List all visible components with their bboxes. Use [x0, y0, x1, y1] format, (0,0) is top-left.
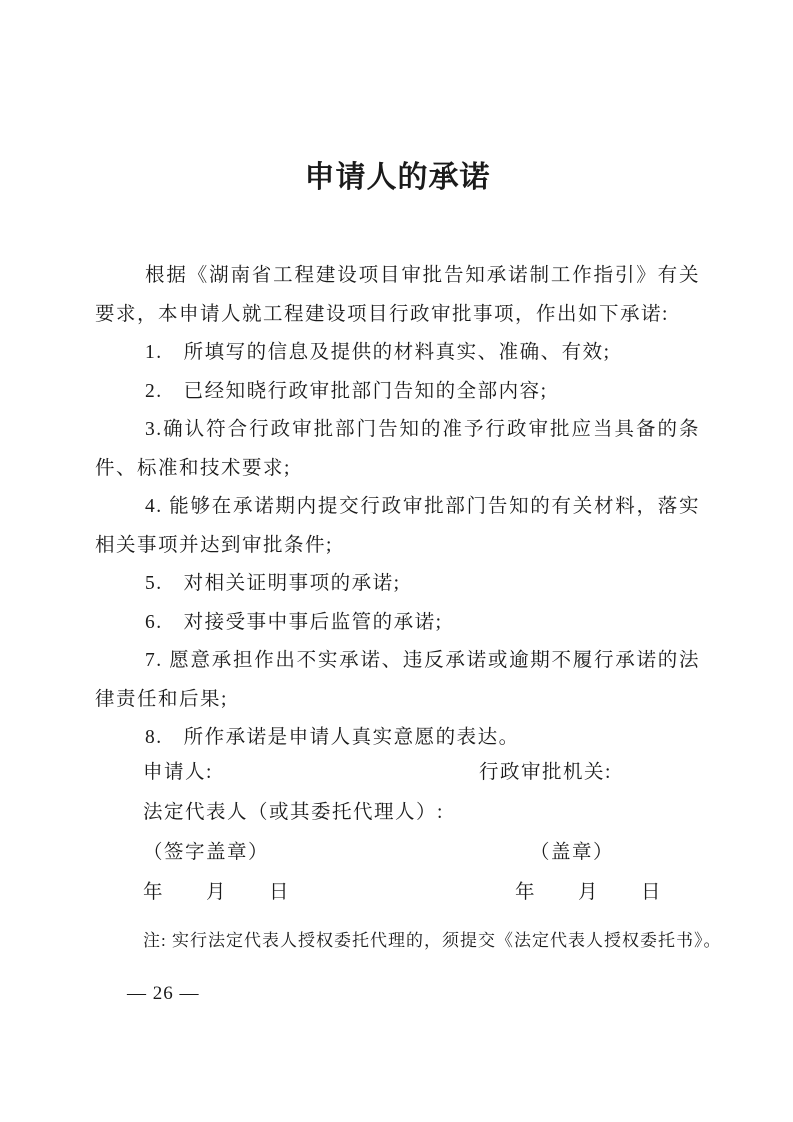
page-title: 申请人的承诺 — [304, 161, 491, 194]
commitment-item: 8. 所作承诺是申请人真实意愿的表达。 — [145, 727, 520, 748]
footnote: 注: 实行法定代表人授权委托代理的，须提交《法定代表人授权委托书》。 — [143, 931, 722, 950]
signature-section — [95, 753, 700, 913]
commitment-item: 5. 对相关证明事项的承诺; — [145, 573, 401, 594]
commitment-item: 6. 对接受事中事后监管的承诺; — [145, 611, 443, 633]
commitment-item: 2. 已经知晓行政审批部门告知的全部内容; — [145, 380, 548, 402]
date-blank-left: 年 月 日 — [143, 882, 291, 903]
commitment-item: 7. 愿意承担作出不实承诺、违反承诺或逾期不履行承诺的法律责任和后果; — [95, 650, 700, 710]
commitment-item: 4. 能够在承诺期内提交行政审批部门告知的有关材料，落实相关事项并达到审批条件; — [95, 496, 700, 556]
signature-row — [95, 753, 700, 793]
signature-row — [95, 833, 700, 873]
intro-paragraph: 根据《湖南省工程建设项目审批告知承诺制工作指引》有关要求，本申请人就工程建设项目行政审批事项，作出如下承诺: — [95, 265, 700, 325]
seal-label: （盖章） — [530, 842, 615, 863]
commitment-item: 3.确认符合行政审批部门告知的准予行政审批应当具备的条件、标准和技术要求; — [95, 419, 700, 479]
applicant-label: 申请人: — [143, 762, 213, 783]
signature-row — [95, 873, 700, 913]
commitment-item: 1. 所填写的信息及提供的材料真实、准确、有效; — [145, 342, 611, 363]
legal-representative-label: 法定代表人（或其委托代理人）: — [143, 802, 444, 823]
page-number: — 26 — — [127, 983, 200, 1004]
date-blank-right: 年 月 日 — [515, 882, 663, 903]
sign-and-seal-label: （签字盖章） — [143, 842, 270, 863]
signature-row — [95, 793, 700, 833]
authority-label: 行政审批机关: — [479, 762, 612, 783]
document-body — [95, 257, 700, 758]
